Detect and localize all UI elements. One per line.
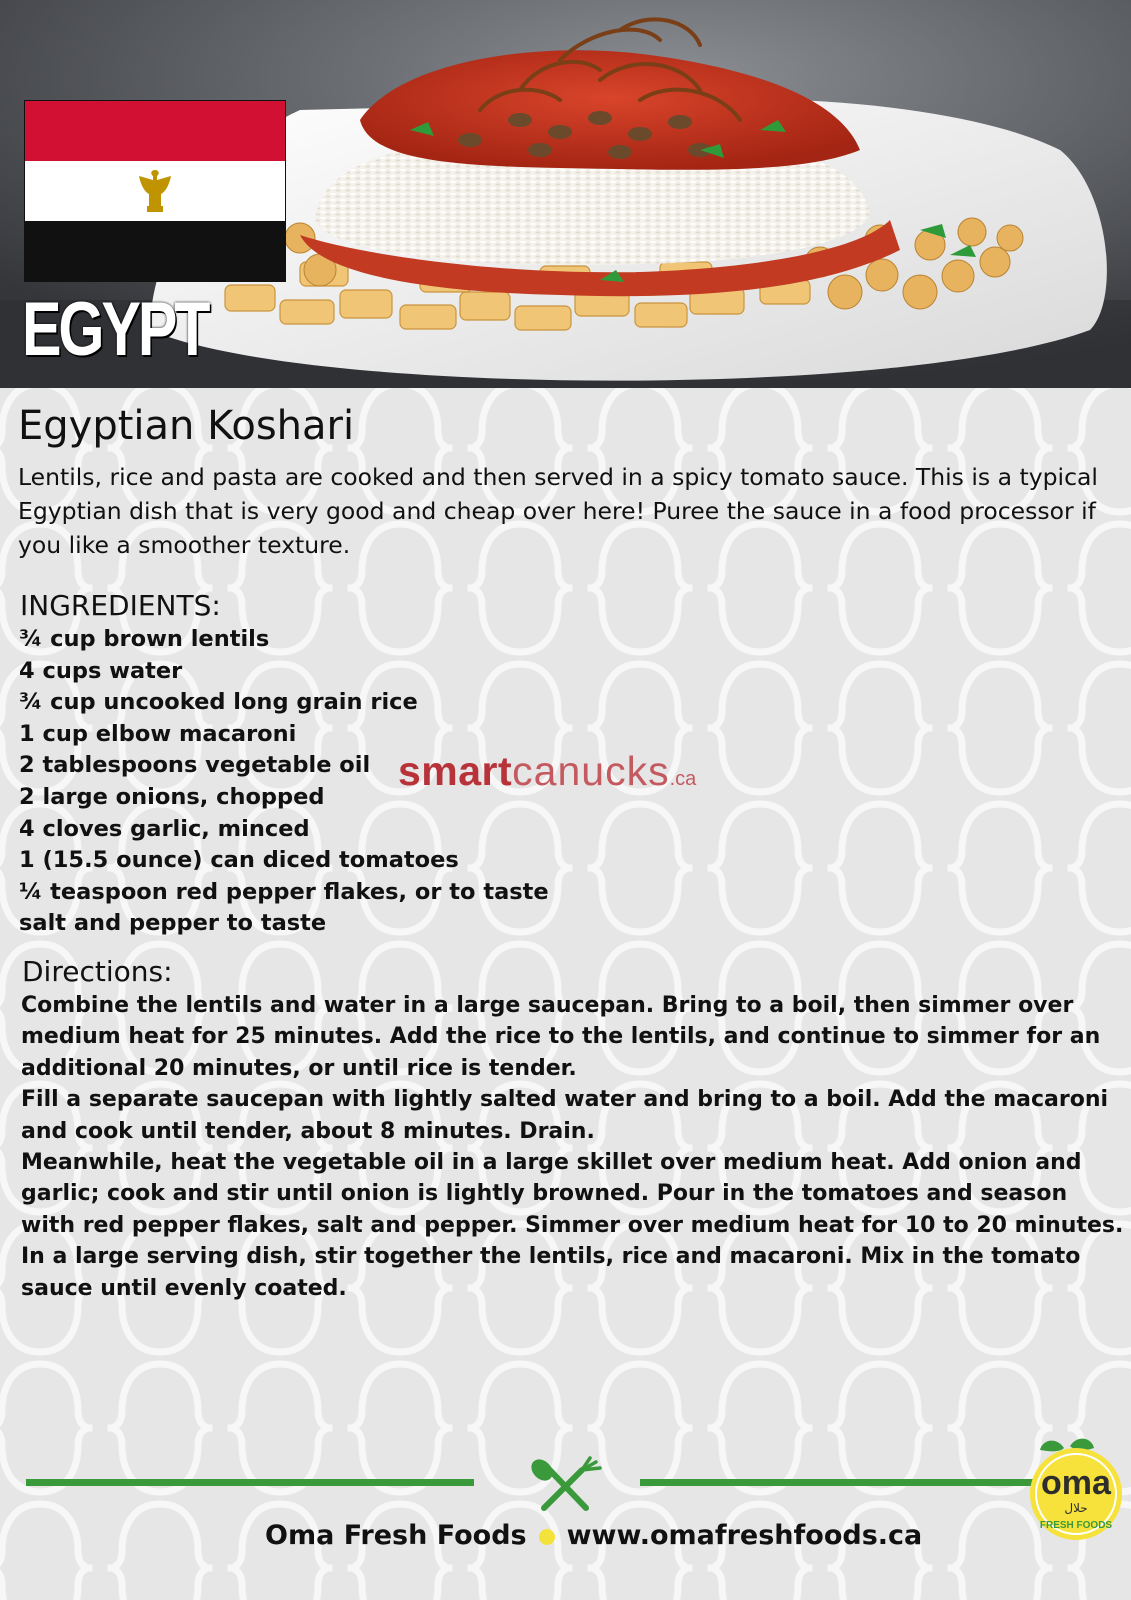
footer-divider-right xyxy=(640,1479,1040,1486)
watermark-part: .ca xyxy=(669,768,697,790)
egypt-flag xyxy=(24,100,286,282)
footer-content xyxy=(265,1516,922,1556)
direction-step: Fill a separate saucepan with lightly salted water and bring to a boil. Add the macaroni and cook until tender, about 8 minutes. Drain. xyxy=(21,1087,1109,1144)
cutlery-icon xyxy=(530,1456,606,1516)
flag-band-red xyxy=(25,101,285,161)
ingredient-item: salt and pepper to taste xyxy=(19,910,327,937)
direction-step: Meanwhile, heat the vegetable oil in a large skillet over medium heat. Add onion and garlic; cook and stir until onion is lightly browned. Pour in the tomatoes and season with red pepper flakes, salt and pepper. Simmer over medium heat for 10 to 20 minutes. xyxy=(21,1150,1124,1238)
ingredient-item: 2 tablespoons vegetable oil xyxy=(19,752,371,779)
watermark-part: canucks xyxy=(512,748,670,794)
oma-logo xyxy=(1026,1434,1126,1544)
logo-arabic: حلال xyxy=(1064,1501,1088,1515)
ingredient-item: ¾ cup uncooked long grain rice xyxy=(19,689,418,716)
directions-text xyxy=(21,990,1126,1304)
logo-wordmark: oma xyxy=(1041,1464,1111,1502)
watermark-part: smart xyxy=(398,748,513,794)
footer-brand: Oma Fresh Foods xyxy=(265,1520,527,1551)
recipe-intro: Lentils, rice and pasta are cooked and then served in a spicy tomato sauce. This is a typical Egyptian dish that is very good and cheap over here! Puree the sauce in a food processor if you like a smoother texture. xyxy=(18,463,1098,559)
separator-dot xyxy=(539,1529,555,1545)
recipe-title: Egyptian Koshari xyxy=(18,403,355,449)
ingredient-item: ¼ teaspoon red pepper flakes, or to taste xyxy=(19,878,549,905)
footer-divider-left xyxy=(26,1479,474,1486)
eagle-emblem-icon xyxy=(135,166,175,216)
ingredient-item: 4 cups water xyxy=(19,657,183,684)
footer-website[interactable]: www.omafreshfoods.ca xyxy=(566,1520,923,1551)
directions-heading: Directions: xyxy=(22,955,173,988)
logo-tagline: FRESH FOODS xyxy=(1039,1520,1113,1531)
direction-step: Combine the lentils and water in a large saucepan. Bring to a boil, then simmer over medium heat for 25 minutes. Add the rice to the lentils, and continue to simmer for an additional 20 minutes, or until rice is tender. xyxy=(21,993,1101,1081)
ingredients-heading: INGREDIENTS: xyxy=(20,589,221,622)
ingredient-item: 1 cup elbow macaroni xyxy=(19,720,297,747)
ingredient-item: 4 cloves garlic, minced xyxy=(19,815,310,842)
country-label: EGYPT xyxy=(22,287,208,372)
ingredient-item: 2 large onions, chopped xyxy=(19,783,325,810)
direction-step: In a large serving dish, stir together the lentils, rice and macaroni. Mix in the tomato sauce until evenly coated. xyxy=(21,1244,1081,1301)
ingredient-item: ¾ cup brown lentils xyxy=(19,626,270,652)
flag-band-black xyxy=(25,221,285,281)
ingredient-item: 1 (15.5 ounce) can diced tomatoes xyxy=(19,847,459,874)
smartcanucks-watermark xyxy=(398,750,696,801)
flag-band-white xyxy=(25,161,285,221)
hero-banner xyxy=(0,0,1131,388)
